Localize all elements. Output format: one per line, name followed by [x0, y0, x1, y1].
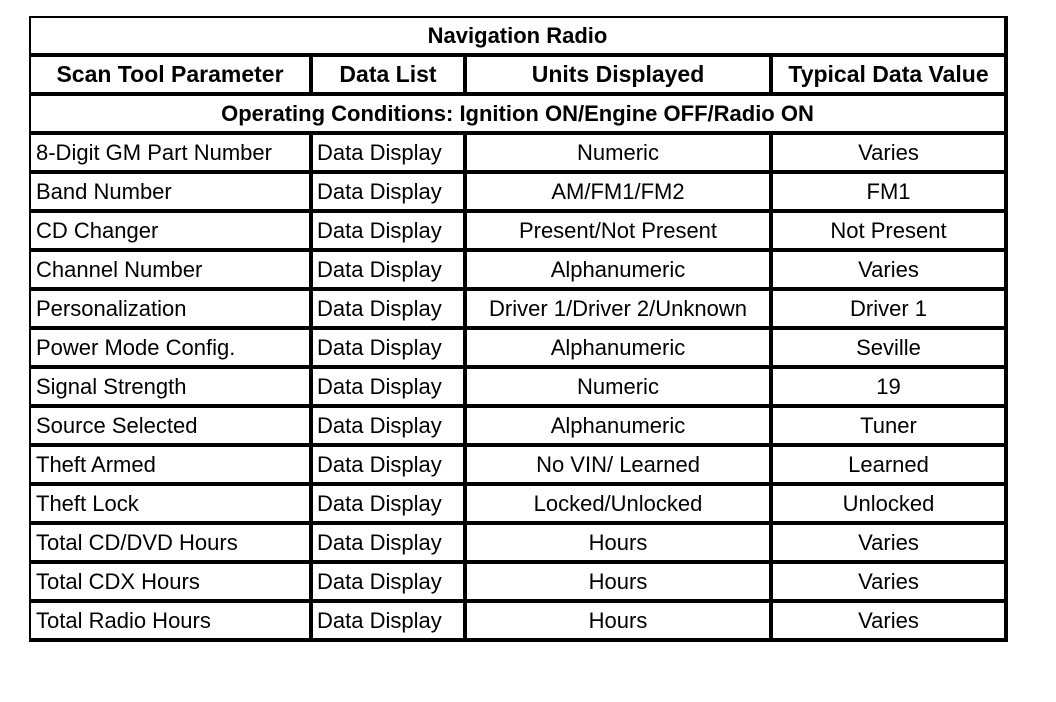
cell-units-displayed: Alphanumeric [465, 328, 771, 367]
header-data-list: Data List [311, 55, 465, 94]
cell-units-displayed: Hours [465, 562, 771, 601]
cell-data-list: Data Display [311, 133, 465, 172]
operating-conditions-row [30, 94, 1006, 133]
cell-data-list: Data Display [311, 367, 465, 406]
cell-parameter: Band Number [30, 172, 311, 211]
cell-typical-data-value: Unlocked [771, 484, 1006, 523]
table-row [30, 445, 1006, 484]
cell-units-displayed: Alphanumeric [465, 406, 771, 445]
cell-units-displayed: Hours [465, 601, 771, 640]
header-typical-data-value: Typical Data Value [771, 55, 1006, 94]
cell-parameter: Theft Lock [30, 484, 311, 523]
header-row [30, 55, 1006, 94]
table-row [30, 250, 1006, 289]
header-units-displayed: Units Displayed [465, 55, 771, 94]
cell-data-list: Data Display [311, 328, 465, 367]
cell-data-list: Data Display [311, 250, 465, 289]
table-row [30, 211, 1006, 250]
cell-parameter: Total CDX Hours [30, 562, 311, 601]
cell-typical-data-value: Varies [771, 601, 1006, 640]
cell-typical-data-value: Seville [771, 328, 1006, 367]
table-row [30, 601, 1006, 640]
cell-parameter: 8-Digit GM Part Number [30, 133, 311, 172]
table-body [30, 133, 1006, 640]
cell-parameter: Channel Number [30, 250, 311, 289]
cell-units-displayed: Hours [465, 523, 771, 562]
cell-typical-data-value: FM1 [771, 172, 1006, 211]
table-row [30, 562, 1006, 601]
cell-data-list: Data Display [311, 523, 465, 562]
cell-typical-data-value: Varies [771, 523, 1006, 562]
cell-units-displayed: Locked/Unlocked [465, 484, 771, 523]
cell-units-displayed: Alphanumeric [465, 250, 771, 289]
cell-units-displayed: No VIN/ Learned [465, 445, 771, 484]
cell-parameter: CD Changer [30, 211, 311, 250]
operating-conditions: Operating Conditions: Ignition ON/Engine OFF/Radio ON [30, 94, 1006, 133]
cell-typical-data-value: Learned [771, 445, 1006, 484]
table-row [30, 523, 1006, 562]
cell-parameter: Theft Armed [30, 445, 311, 484]
cell-units-displayed: Numeric [465, 367, 771, 406]
cell-typical-data-value: Varies [771, 562, 1006, 601]
table-row [30, 367, 1006, 406]
cell-typical-data-value: Varies [771, 133, 1006, 172]
table-row [30, 289, 1006, 328]
table-row [30, 406, 1006, 445]
cell-units-displayed: AM/FM1/FM2 [465, 172, 771, 211]
cell-parameter: Personalization [30, 289, 311, 328]
cell-units-displayed: Present/Not Present [465, 211, 771, 250]
cell-parameter: Power Mode Config. [30, 328, 311, 367]
cell-typical-data-value: Driver 1 [771, 289, 1006, 328]
table-row [30, 484, 1006, 523]
table-row [30, 133, 1006, 172]
cell-data-list: Data Display [311, 562, 465, 601]
cell-data-list: Data Display [311, 445, 465, 484]
cell-data-list: Data Display [311, 484, 465, 523]
cell-typical-data-value: Varies [771, 250, 1006, 289]
data-table-container [29, 16, 1005, 642]
header-scan-tool-parameter: Scan Tool Parameter [30, 55, 311, 94]
cell-parameter: Signal Strength [30, 367, 311, 406]
table-row [30, 328, 1006, 367]
cell-parameter: Total CD/DVD Hours [30, 523, 311, 562]
cell-typical-data-value: Not Present [771, 211, 1006, 250]
table-title: Navigation Radio [30, 17, 1006, 55]
cell-parameter: Source Selected [30, 406, 311, 445]
cell-data-list: Data Display [311, 601, 465, 640]
navigation-radio-table [29, 16, 1008, 642]
table-row [30, 172, 1006, 211]
cell-parameter: Total Radio Hours [30, 601, 311, 640]
cell-units-displayed: Numeric [465, 133, 771, 172]
cell-data-list: Data Display [311, 211, 465, 250]
cell-typical-data-value: 19 [771, 367, 1006, 406]
title-row [30, 17, 1006, 55]
cell-data-list: Data Display [311, 406, 465, 445]
cell-data-list: Data Display [311, 289, 465, 328]
cell-units-displayed: Driver 1/Driver 2/Unknown [465, 289, 771, 328]
cell-data-list: Data Display [311, 172, 465, 211]
cell-typical-data-value: Tuner [771, 406, 1006, 445]
